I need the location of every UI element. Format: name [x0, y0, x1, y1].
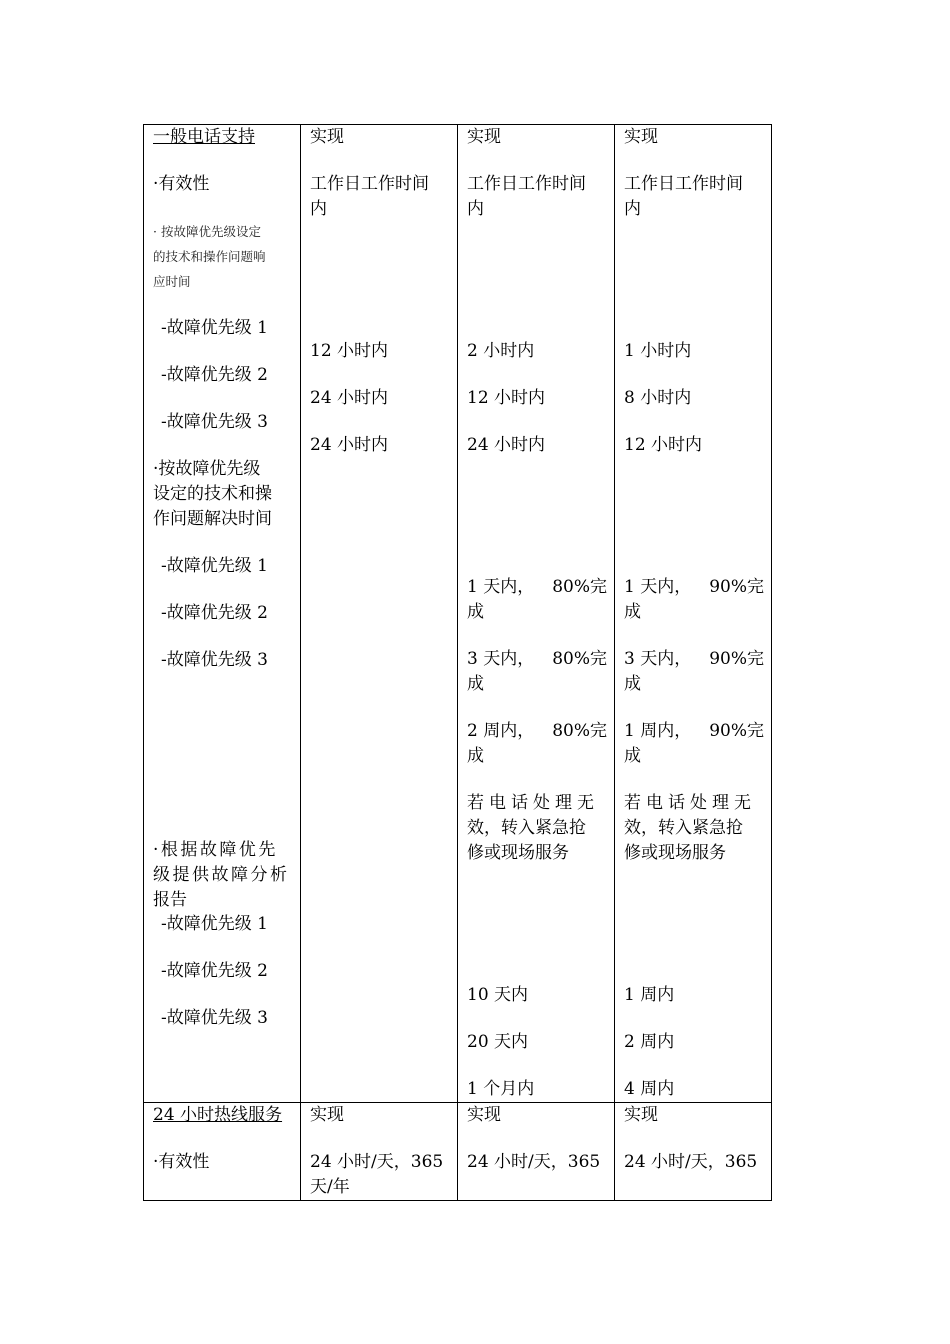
- c3-resolution-tail: 成: [624, 674, 641, 694]
- table-border-right: [771, 124, 772, 1201]
- c3-fallback: 效，转入紧急抢: [624, 818, 743, 838]
- priority-label: -故障优先级 2: [161, 603, 268, 623]
- c2-resolution: [467, 575, 607, 600]
- response-title-line: 的技术和操作问题响: [153, 249, 266, 264]
- section2-title: 24 小时热线服务: [153, 1105, 283, 1125]
- c3-resolution-pct: 90%完: [709, 577, 764, 597]
- s2-c2-header: 实现: [467, 1105, 501, 1125]
- c2-resolution: [467, 719, 607, 744]
- resolution-title-line: 设定的技术和操: [153, 484, 272, 504]
- section2-availability-label: ·有效性: [153, 1152, 210, 1172]
- c2-header: 实现: [467, 127, 501, 147]
- c3-report: 4 周内: [624, 1079, 675, 1099]
- priority-label: -故障优先级 1: [161, 318, 268, 338]
- c3-response: 1 小时内: [624, 341, 692, 361]
- c3-resolution-text: 3 天内，: [624, 649, 692, 669]
- priority-label: -故障优先级 2: [161, 961, 268, 981]
- s2-c1-header: 实现: [310, 1105, 344, 1125]
- c2-fallback: 若电话处理无: [467, 793, 599, 813]
- c3-availability: 工作日工作时间: [624, 174, 743, 194]
- report-title-line: ·根据故障优先: [153, 840, 278, 860]
- c2-response: 24 小时内: [467, 435, 546, 455]
- c3-resolution-pct: 90%完: [709, 649, 764, 669]
- c3-resolution-text: 1 周内，: [624, 721, 692, 741]
- c2-resolution-pct: 80%完: [552, 577, 607, 597]
- response-title-line: · 按故障优先级设定: [153, 224, 261, 239]
- priority-label: -故障优先级 3: [161, 412, 268, 432]
- c2-report: 1 个月内: [467, 1079, 535, 1099]
- c2-resolution-tail: 成: [467, 746, 484, 766]
- priority-label: -故障优先级 1: [161, 556, 268, 576]
- c2-response: 12 小时内: [467, 388, 546, 408]
- c3-report: 2 周内: [624, 1032, 675, 1052]
- c3-resolution: [624, 575, 764, 600]
- c3-resolution: [624, 647, 764, 672]
- priority-label: -故障优先级 3: [161, 1008, 268, 1028]
- c2-availability: 工作日工作时间: [467, 174, 586, 194]
- c3-response: 8 小时内: [624, 388, 692, 408]
- c2-fallback: 修或现场服务: [467, 843, 569, 863]
- c3-header: 实现: [624, 127, 658, 147]
- c1-availability: 工作日工作时间: [310, 174, 429, 194]
- c2-report: 20 天内: [467, 1032, 529, 1052]
- c3-fallback: 若电话处理无: [624, 793, 756, 813]
- c2-availability: 内: [467, 199, 484, 219]
- priority-label: -故障优先级 2: [161, 365, 268, 385]
- section1-title: 一般电话支持: [153, 127, 255, 147]
- c2-fallback: 效，转入紧急抢: [467, 818, 586, 838]
- report-title-line: 报告: [153, 890, 187, 910]
- c3-fallback: 修或现场服务: [624, 843, 726, 863]
- c3-resolution-tail: 成: [624, 746, 641, 766]
- s2-c3-availability: 24 小时/天，365: [624, 1152, 758, 1172]
- c1-header: 实现: [310, 127, 344, 147]
- table-border-left: [143, 124, 144, 1201]
- priority-label: -故障优先级 3: [161, 650, 268, 670]
- c1-response: 24 小时内: [310, 388, 389, 408]
- resolution-title-line: 作问题解决时间: [153, 509, 272, 529]
- response-title-line: 应时间: [153, 274, 191, 289]
- c2-resolution: [467, 647, 607, 672]
- c2-resolution-text: 3 天内，: [467, 649, 535, 669]
- c1-response: 24 小时内: [310, 435, 389, 455]
- report-title-line: 级提供故障分析: [153, 865, 290, 885]
- c2-resolution-tail: 成: [467, 674, 484, 694]
- c2-resolution-text: 2 周内，: [467, 721, 535, 741]
- c3-resolution-pct: 90%完: [709, 721, 764, 741]
- resolution-title-line: ·按故障优先级: [153, 459, 261, 479]
- availability-label: ·有效性: [153, 174, 210, 194]
- c2-resolution-pct: 80%完: [552, 649, 607, 669]
- s2-c1-availability: 24 小时/天，365: [310, 1152, 444, 1172]
- table-col-divider-3: [614, 124, 615, 1201]
- c3-availability: 内: [624, 199, 641, 219]
- c3-resolution-tail: 成: [624, 602, 641, 622]
- priority-label: -故障优先级 1: [161, 914, 268, 934]
- c3-resolution: [624, 719, 764, 744]
- c2-resolution-text: 1 天内，: [467, 577, 535, 597]
- s2-c3-header: 实现: [624, 1105, 658, 1125]
- c2-response: 2 小时内: [467, 341, 535, 361]
- table-col-divider-2: [457, 124, 458, 1201]
- c1-availability: 内: [310, 199, 327, 219]
- s2-c2-availability: 24 小时/天，365: [467, 1152, 601, 1172]
- c2-resolution-tail: 成: [467, 602, 484, 622]
- c3-response: 12 小时内: [624, 435, 703, 455]
- s2-c1-availability: 天/年: [310, 1177, 350, 1197]
- c3-resolution-text: 1 天内，: [624, 577, 692, 597]
- c2-resolution-pct: 80%完: [552, 721, 607, 741]
- c1-response: 12 小时内: [310, 341, 389, 361]
- c2-report: 10 天内: [467, 985, 529, 1005]
- table-col-divider-1: [300, 124, 301, 1201]
- c3-report: 1 周内: [624, 985, 675, 1005]
